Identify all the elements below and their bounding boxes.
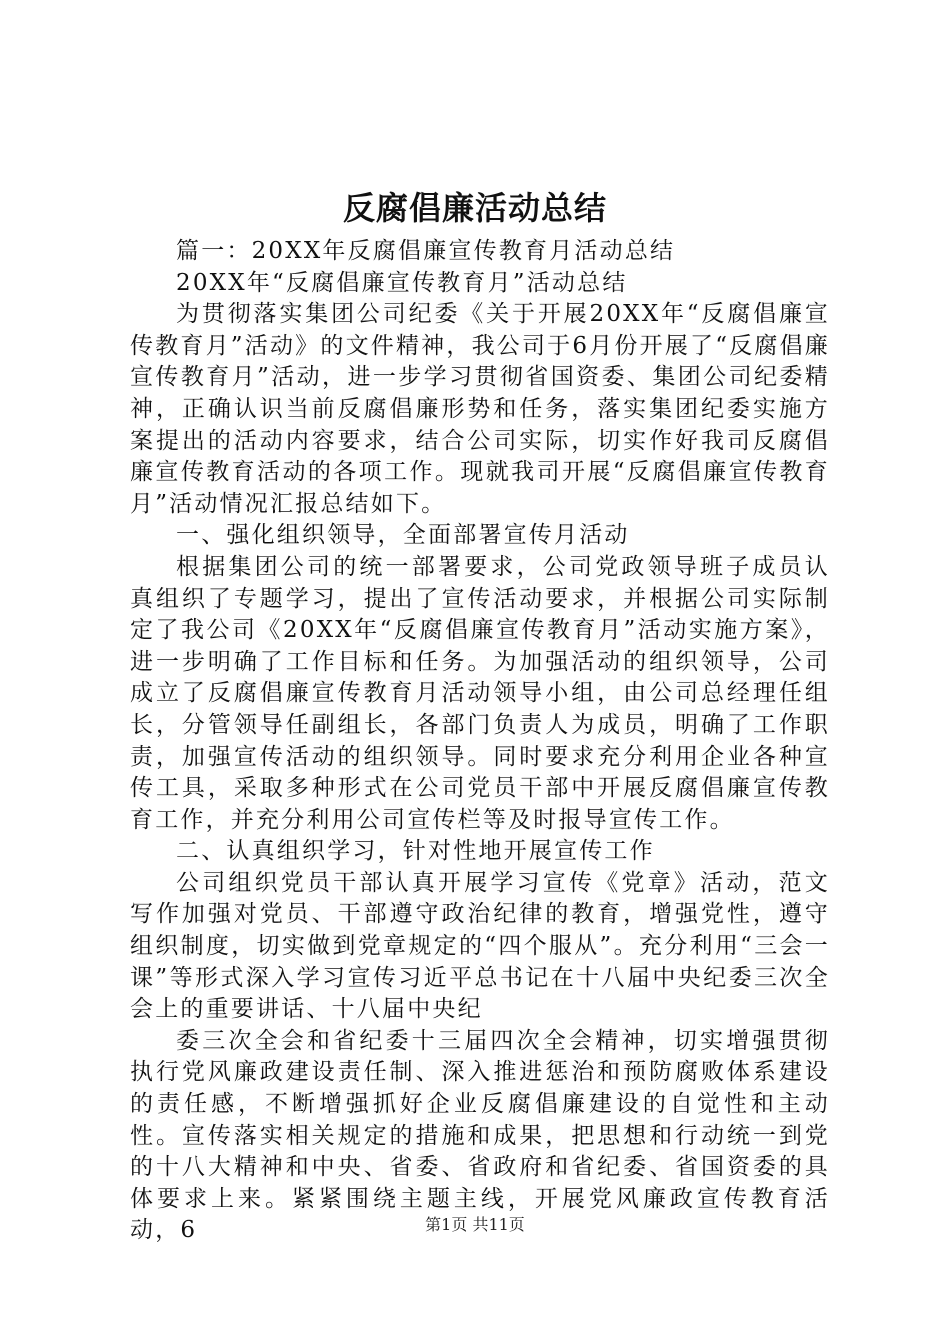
page-number-footer: 第1页 共11页 xyxy=(425,1215,525,1234)
document-title: 反腐倡廉活动总结 xyxy=(342,189,607,227)
section-2-paragraph-1: 公司组织党员干部认真开展学习宣传《党章》活动，范文写作加强对党员、干部遵守政治纪律的教育，增强党性，遵守组织制度，切实做到党章规定的“四个服从”。充分利用“三会一课”等形式深入学习宣传习近平总书记在十八届中央纪委三次全会上的重要讲话、十八届中央纪 xyxy=(130,869,830,1023)
section-2-paragraph-2: 委三次全会和省纪委十三届四次全会精神，切实增强贯彻执行党风廉政建设责任制、深入推进惩治和预防腐败体系建设的责任感，不断增强抓好企业反腐倡廉建设的自觉性和主动性。宣传落实相关规定的措施和成果，把思想和行动统一到党的十八大精神和中央、省委、省政府和省纪委、省国资委的具体要求上来。紧紧围绕主题主线，开展党风廉政宣传教育活动，6 xyxy=(130,1027,830,1244)
document-body xyxy=(130,236,830,1247)
chapter-heading: 篇一：20XX年反腐倡廉宣传教育月活动总结 xyxy=(176,238,676,264)
section-title: 20XX年“反腐倡廉宣传教育月”活动总结 xyxy=(176,269,628,296)
section-heading-2: 二、认真组织学习，针对性地开展宣传工作 xyxy=(176,838,655,865)
intro-paragraph: 为贯彻落实集团公司纪委《关于开展20XX年“反腐倡廉宣传教育月”活动》的文件精神，我公司于6月份开展了“反腐倡廉宣传教育月”活动，进一步学习贯彻省国资委、集团公司纪委精神，正确认识当前反腐倡廉形势和任务，落实集团纪委实施方案提出的活动内容要求，结合公司实际，切实作好我司反腐倡廉宣传教育活动的各项工作。现就我司开展“反腐倡廉宣传教育月”活动情况汇报总结如下。 xyxy=(130,301,830,517)
section-1-paragraph: 根据集团公司的统一部署要求，公司党政领导班子成员认真组织了专题学习，提出了宣传活动要求，并根据公司实际制定了我公司《20XX年“反腐倡廉宣传教育月”活动实施方案》，进一步明确了工作目标和任务。为加强活动的组织领导，公司成立了反腐倡廉宣传教育月活动领导小组，由公司总经理任组长，分管领导任副组长，各部门负责人为成员，明确了工作职责，加强宣传活动的组织领导。同时要求充分利用企业各种宣传工具，采取多种形式在公司党员干部中开展反腐倡廉宣传教育工作，并充分利用公司宣传栏等及时报导宣传工作。 xyxy=(130,553,830,833)
section-heading-1: 一、强化组织领导，全面部署宣传月活动 xyxy=(176,522,630,549)
